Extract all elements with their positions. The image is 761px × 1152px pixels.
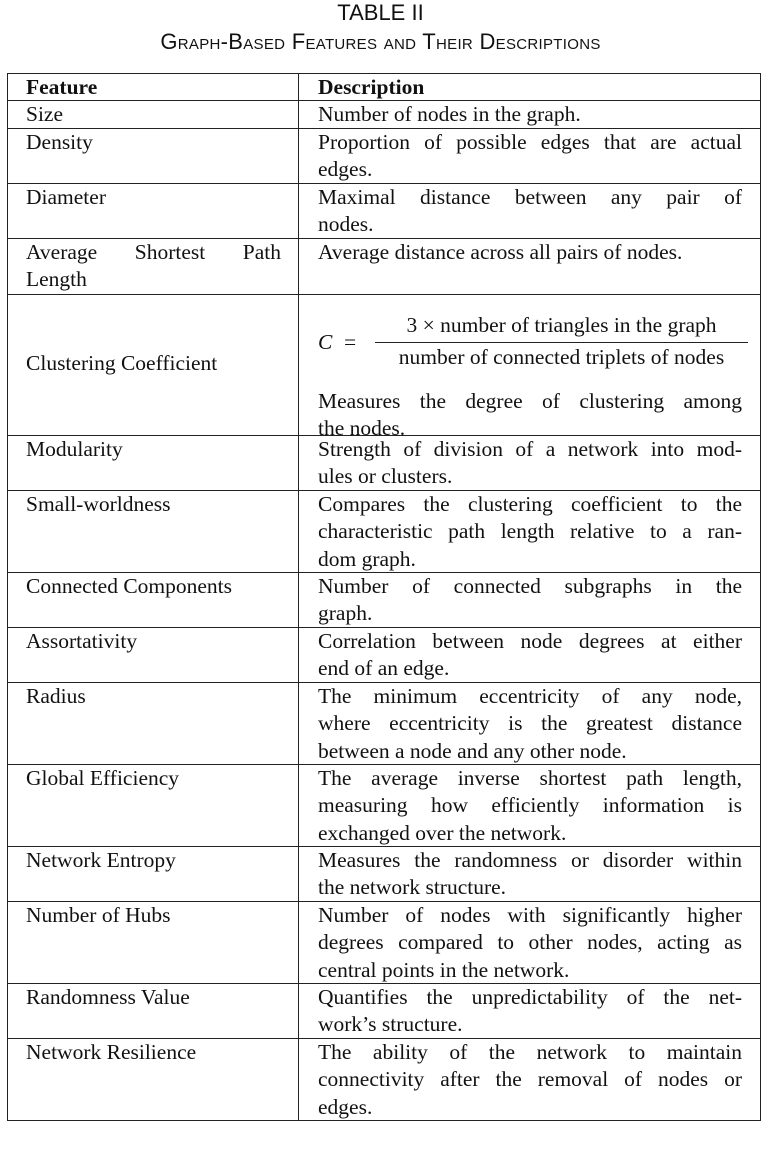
- description-text: Average distance across all pairs of nodes.: [318, 240, 683, 264]
- description-text: measuring how efficiently information is: [318, 793, 742, 818]
- description-cell: [318, 1039, 742, 1121]
- description-text: the network structure.: [318, 875, 507, 900]
- column-divider: [298, 573, 299, 627]
- column-divider: [298, 984, 299, 1038]
- description-text: work’s structure.: [318, 1012, 463, 1037]
- description-text: Number of connected subgraphs in the: [318, 574, 742, 598]
- feature-cell: [26, 491, 281, 518]
- table-title: Graph-Based Features and Their Descriptions: [160, 29, 601, 54]
- features-table: [7, 73, 761, 1121]
- column-divider: [298, 74, 299, 100]
- formula-denominator: number of connected triplets of nodes: [398, 345, 725, 369]
- column-divider: [298, 628, 299, 682]
- description-text: The average inverse shortest path length,: [318, 766, 742, 790]
- feature-text: Global Efficiency: [26, 766, 180, 790]
- table-row: [8, 129, 760, 184]
- feature-text: Small-worldness: [26, 492, 171, 516]
- column-divider: [298, 847, 299, 901]
- feature-cell: [26, 129, 281, 156]
- header-description: Description: [318, 75, 425, 99]
- feature-cell: [26, 436, 281, 463]
- feature-cell: [26, 184, 281, 211]
- table-row: [8, 573, 760, 628]
- description-text: the nodes.: [318, 416, 406, 441]
- table-number: TABLE II: [337, 0, 424, 25]
- feature-cell: [26, 573, 281, 600]
- description-cell: [318, 683, 742, 765]
- description-cell: [318, 101, 742, 128]
- feature-text: Clustering Coefficient: [26, 351, 218, 375]
- description-text: edges.: [318, 157, 373, 182]
- column-divider: [298, 101, 299, 128]
- formula-numerator: 3 × number of triangles in the graph: [406, 313, 717, 337]
- column-divider: [298, 491, 299, 572]
- table-row: [8, 184, 760, 239]
- feature-text: Size: [26, 102, 64, 126]
- description-text: The minimum eccentricity of any node,: [318, 684, 742, 708]
- table-row: [8, 765, 760, 847]
- formula-lhs: C: [318, 330, 333, 354]
- feature-text: Randomness Value: [26, 985, 190, 1009]
- table-row: [8, 902, 760, 984]
- feature-text: Length: [26, 267, 87, 292]
- feature-text: Modularity: [26, 437, 123, 461]
- feature-cell: [26, 683, 281, 710]
- description-text: end of an edge.: [318, 656, 450, 681]
- description-text: exchanged over the network.: [318, 820, 567, 845]
- description-text: connectivity after the removal of nodes or: [318, 1067, 742, 1092]
- description-text: characteristic path length relative to a ran-: [318, 519, 742, 544]
- description-cell: [318, 129, 742, 184]
- table-row: [8, 295, 760, 441]
- description-text: Measures the randomness or disorder within: [318, 848, 742, 872]
- table-row: [8, 847, 760, 902]
- feature-text: Radius: [26, 684, 86, 708]
- description-text: Quantifies the unpredictability of the net-: [318, 985, 742, 1009]
- table-row: [8, 491, 760, 573]
- description-text: ules or clusters.: [318, 464, 453, 489]
- column-divider: [298, 765, 299, 846]
- column-divider: [298, 295, 299, 435]
- feature-cell: [26, 101, 281, 128]
- formula-equals: =: [344, 330, 357, 354]
- description-text: where eccentricity is the greatest distance: [318, 711, 742, 736]
- table-row: [8, 101, 760, 129]
- description-cell: [318, 984, 742, 1039]
- feature-cell: [26, 628, 281, 655]
- description-text: nodes.: [318, 212, 374, 237]
- description-text: dom graph.: [318, 546, 416, 571]
- column-divider: [298, 129, 299, 183]
- table-row: [8, 239, 760, 295]
- description-text: Compares the clustering coefficient to the: [318, 492, 742, 516]
- column-divider: [298, 239, 299, 294]
- feature-text: Average Shortest Path: [26, 240, 281, 264]
- description-text: between a node and any other node.: [318, 738, 627, 763]
- feature-text: Number of Hubs: [26, 903, 171, 927]
- description-cell: [318, 491, 742, 573]
- description-cell: [318, 184, 742, 239]
- column-divider: [298, 902, 299, 983]
- column-divider: [298, 1039, 299, 1120]
- feature-text: Connected Components: [26, 574, 233, 598]
- column-divider: [298, 184, 299, 238]
- feature-text: Assortativity: [26, 629, 138, 653]
- description-text: edges.: [318, 1094, 373, 1119]
- description-cell: [318, 765, 742, 847]
- description-text: The ability of the network to maintain: [318, 1040, 742, 1064]
- description-cell: [318, 573, 742, 628]
- description-cell: [318, 436, 742, 491]
- description-text: Proportion of possible edges that are actual: [318, 130, 742, 154]
- fraction-bar: [375, 342, 748, 343]
- feature-cell: [26, 239, 281, 294]
- feature-cell: [26, 1039, 281, 1066]
- feature-text: Diameter: [26, 185, 106, 209]
- description-text: Number of nodes in the graph.: [318, 102, 581, 126]
- description-text: Measures the degree of clustering among: [318, 389, 742, 413]
- table-row: [8, 436, 760, 491]
- column-divider: [298, 436, 299, 490]
- description-text: degrees compared to other nodes, acting as: [318, 930, 742, 955]
- feature-cell: [26, 984, 281, 1011]
- description-text: graph.: [318, 601, 373, 626]
- table-row: [8, 1039, 760, 1121]
- description-text: Number of nodes with significantly higher: [318, 903, 742, 927]
- description-text: Correlation between node degrees at either: [318, 629, 742, 653]
- description-cell: [318, 628, 742, 683]
- description-cell: [318, 847, 742, 902]
- clustering-formula: [318, 311, 748, 371]
- table-row: [8, 683, 760, 765]
- description-cell: [318, 388, 742, 443]
- description-text: Maximal distance between any pair of: [318, 185, 742, 209]
- table-header-row: [8, 74, 760, 101]
- feature-text: Network Entropy: [26, 848, 176, 872]
- feature-text: Density: [26, 130, 93, 154]
- description-cell: [318, 902, 742, 984]
- description-text: Strength of division of a network into mod-: [318, 437, 742, 461]
- feature-cell: [26, 847, 281, 874]
- feature-cell: [26, 765, 281, 792]
- header-feature: Feature: [26, 75, 98, 99]
- description-text: central points in the network.: [318, 957, 570, 982]
- description-cell: [318, 239, 742, 266]
- feature-cell: [26, 350, 281, 377]
- column-divider: [298, 683, 299, 764]
- feature-text: Network Resilience: [26, 1040, 197, 1064]
- feature-cell: [26, 902, 281, 929]
- table-row: [8, 984, 760, 1039]
- table-row: [8, 628, 760, 683]
